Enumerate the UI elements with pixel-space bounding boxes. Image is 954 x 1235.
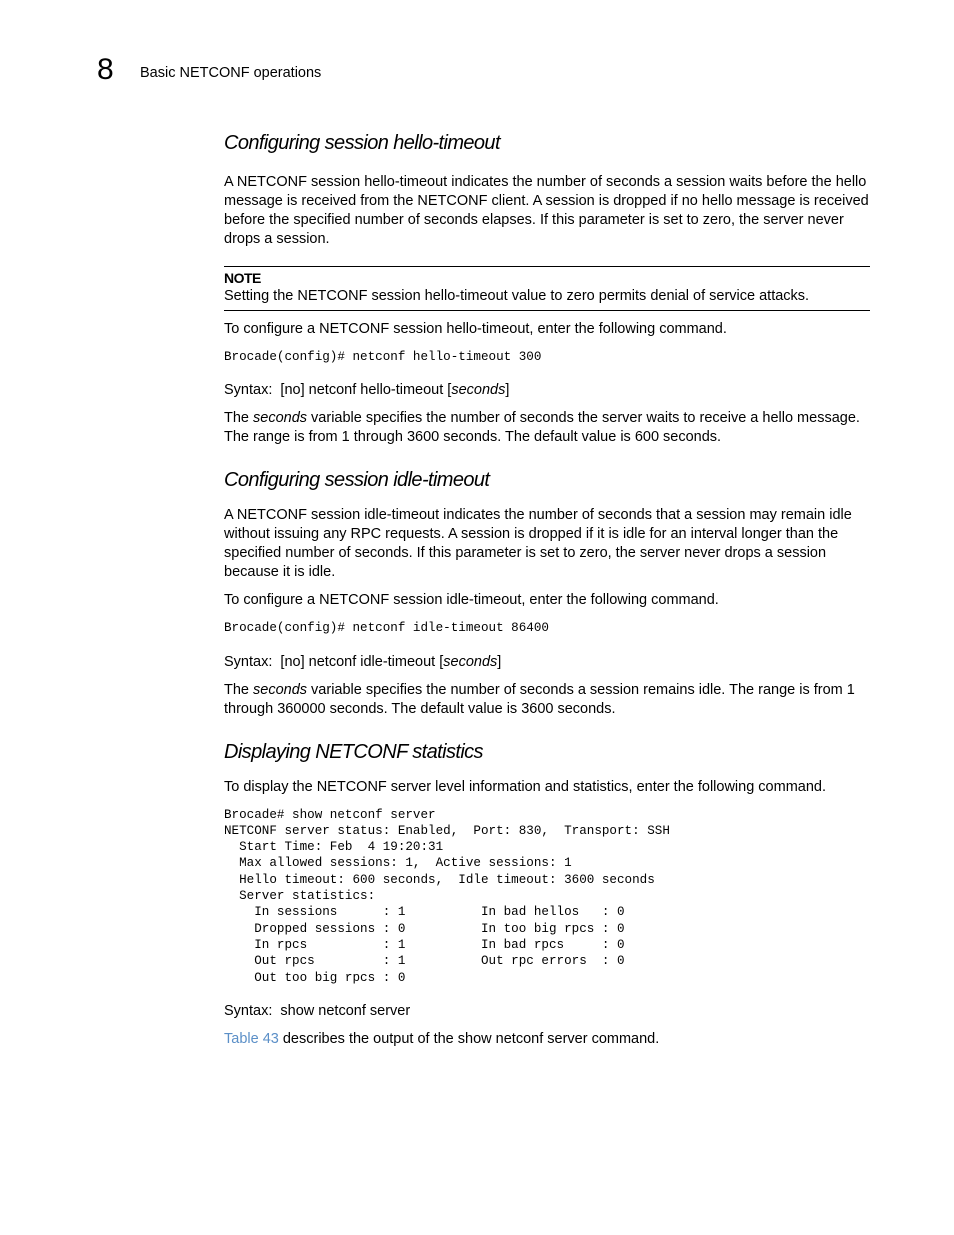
ref-command: show netconf server xyxy=(457,1030,588,1047)
chapter-number: 8 xyxy=(97,53,114,86)
note-label: NOTE xyxy=(224,270,261,286)
syntax-arg: seconds xyxy=(443,653,498,670)
hello-timeout-syntax xyxy=(224,381,870,400)
syntax-bracket: [ xyxy=(439,653,444,670)
section-heading-idle-timeout: Configuring session idle-timeout xyxy=(224,469,490,492)
section-heading-statistics: Displaying NETCONF statistics xyxy=(224,740,483,763)
idle-timeout-instruction: To configure a NETCONF session idle-timeout, enter the following command. xyxy=(224,592,719,609)
section-heading-hello-timeout: Configuring session hello-timeout xyxy=(224,132,500,154)
statistics-reference xyxy=(224,1030,870,1049)
hello-timeout-description xyxy=(224,409,870,447)
syntax-bracket: ] xyxy=(505,382,510,399)
chapter-title: Basic NETCONF operations xyxy=(140,65,322,81)
syntax-arg: seconds xyxy=(451,382,506,399)
desc-variable: seconds xyxy=(253,410,308,427)
hello-timeout-intro: A NETCONF session hello-timeout indicates the number of seconds a session waits before the hello message is received from the NETCONF client. A session is dropped if no hello message is received before the specified number of seconds elapses. If this parameter is set to zero, the server never drops a session. xyxy=(224,174,869,247)
idle-timeout-intro: A NETCONF session idle-timeout indicates the number of seconds that a session may remain idle without issuing any RPC requests. A session is dropped if it is idle for an interval longer than the specified number of seconds. If this parameter is set to zero, the server never drops a session because it is idle. xyxy=(224,507,852,581)
syntax-command: netconf idle-timeout xyxy=(308,653,436,670)
hello-timeout-instruction: To configure a NETCONF session hello-timeout, enter the following command. xyxy=(224,321,727,337)
desc-text: The xyxy=(224,410,254,427)
syntax-command: netconf hello-timeout xyxy=(308,382,444,399)
idle-timeout-description xyxy=(224,681,870,719)
desc-text: variable specifies the number of seconds a session remains idle. The range is from 1 through 360000 seconds. The default value is 3600 seconds. xyxy=(224,681,855,717)
syntax-bracket: ] xyxy=(497,653,502,670)
syntax-no-keyword: no xyxy=(284,382,301,399)
statistics-syntax xyxy=(224,1002,870,1021)
note-text: Setting the NETCONF session hello-timeout value to zero permits denial of service attacks. xyxy=(224,288,810,304)
ref-text: command. xyxy=(587,1030,660,1047)
note-box xyxy=(224,266,870,311)
syntax-bracket: [ xyxy=(280,382,285,399)
table-43-link[interactable]: Table 43 xyxy=(224,1030,279,1047)
syntax-label: Syntax: xyxy=(224,382,273,399)
statistics-instruction: To display the NETCONF server level information and statistics, enter the following command. xyxy=(224,778,826,795)
desc-variable: seconds xyxy=(253,681,308,698)
syntax-bracket: [ xyxy=(447,382,452,399)
statistics-code: Brocade# show netconf server NETCONF server status: Enabled, Port: 830, Transport: SSH Start Time: Feb 4 19:20:31 Max allowed sessions: 1, Active sessions: 1 Hello timeout: 600 seconds, Idle timeout: 3600 seconds Server statistics: In sessions : 1 In bad hellos : 0 Dropped sessions : 0 In too big rpcs : 0 In rpcs : 1 In bad rpcs : 0 Out rpcs : 1 Out rpc errors : 0 Out too big rpcs : 0 xyxy=(224,807,670,985)
syntax-bracket: ] xyxy=(300,653,305,670)
syntax-no-keyword: no xyxy=(284,653,301,670)
idle-timeout-syntax xyxy=(224,653,870,672)
hello-timeout-code: Brocade(config)# netconf hello-timeout 300 xyxy=(224,350,542,364)
idle-timeout-code: Brocade(config)# netconf idle-timeout 86400 xyxy=(224,621,549,636)
syntax-label: Syntax: xyxy=(224,653,273,670)
syntax-bracket: [ xyxy=(280,653,285,670)
syntax-label: Syntax: xyxy=(224,1002,273,1019)
page-content xyxy=(224,132,870,1049)
desc-text: The xyxy=(224,681,254,698)
desc-text: variable specifies the number of seconds the server waits to receive a hello message. The range is from 1 through 3600 seconds. The default value is 600 seconds. xyxy=(224,410,860,446)
ref-text: describes the output of the xyxy=(278,1030,458,1047)
syntax-bracket: ] xyxy=(300,382,305,399)
syntax-command: show netconf server xyxy=(280,1002,411,1019)
